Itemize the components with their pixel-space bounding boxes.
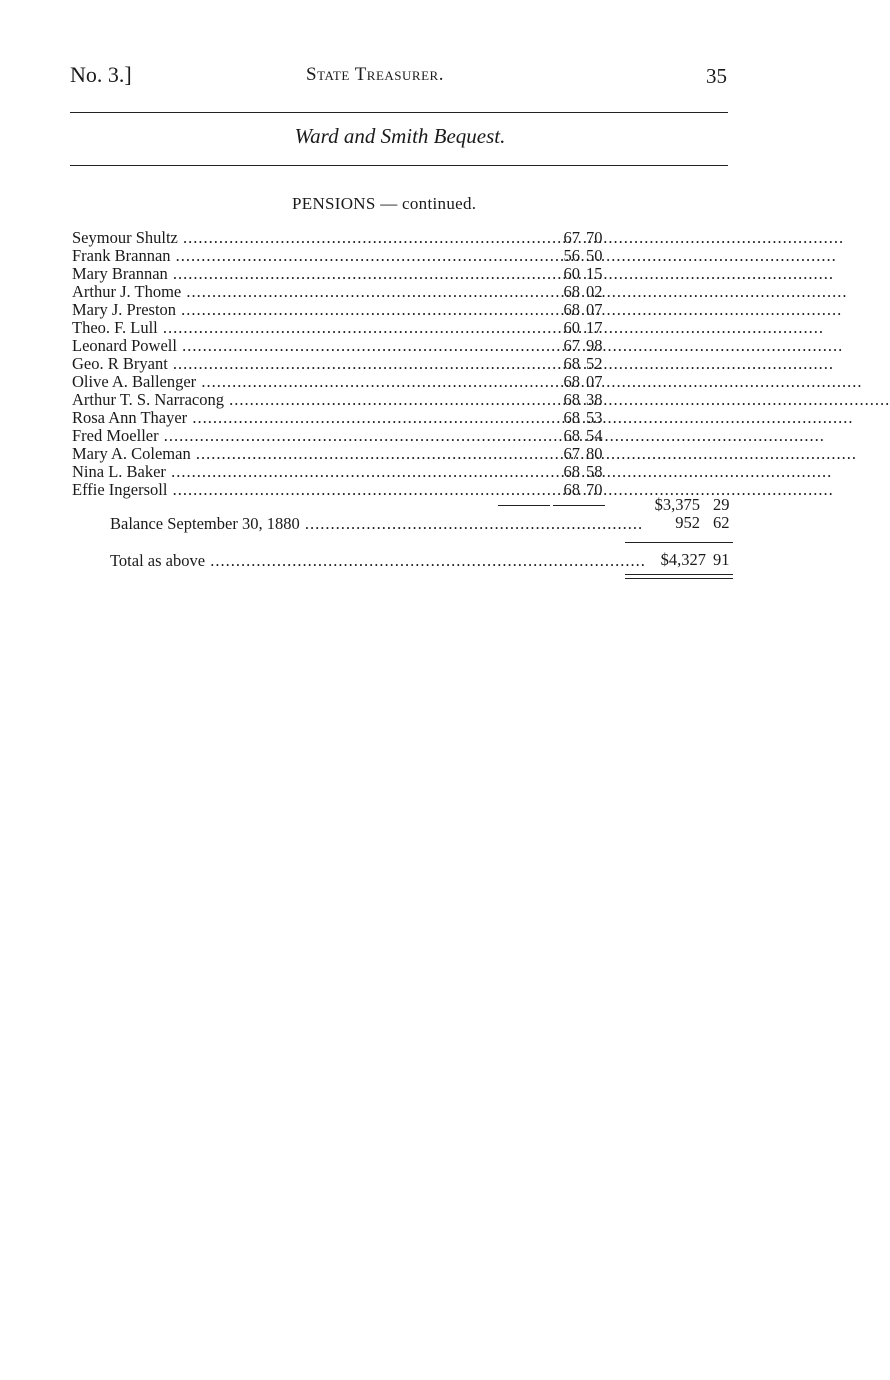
subtotal-dollars: $3,375 <box>654 495 700 514</box>
total-double-rule <box>625 574 733 579</box>
pensioner-name: Mary Brannan ..... <box>72 265 480 283</box>
pensioner-name: Mary J. Preston ..... <box>72 301 480 319</box>
amount-dollars: 68 <box>563 462 580 481</box>
section-heading: PENSIONS — continued. <box>292 194 477 213</box>
amount-cents: 02 <box>586 282 603 301</box>
header-title: State Treasurer. <box>306 64 444 85</box>
page-number: 35 <box>706 64 727 88</box>
column-rule-dollars <box>498 505 550 506</box>
pensioner-name: Leonard Powell ..... <box>72 337 480 355</box>
amount-dollars: 67 <box>563 228 580 247</box>
pensioner-name: Geo. R Bryant ..... <box>72 355 480 373</box>
amount-dollars: 68 <box>563 408 580 427</box>
pensioner-name: Seymour Shultz ..... <box>72 229 480 247</box>
amount-dollars: 67 <box>563 336 580 355</box>
amount-cents: 52 <box>586 354 603 373</box>
amount-cents: 07 <box>586 300 603 319</box>
pensioner-name: Theo. F. Lull ..... <box>72 319 480 337</box>
amount-cents: 54 <box>586 426 603 445</box>
amount-dollars: 68 <box>563 390 580 409</box>
total-rule <box>625 542 733 543</box>
pensioner-name: Nina L. Baker ..... <box>72 463 480 481</box>
column-rule-cents <box>553 505 605 506</box>
amount-cents: 58 <box>586 462 603 481</box>
balance-cents: 62 <box>713 513 730 532</box>
amount-dollars: 68 <box>563 354 580 373</box>
amount-dollars: 67 <box>563 444 580 463</box>
amount-cents: 80 <box>586 444 603 463</box>
total-label: Total as above ..................................................................................... <box>110 551 646 570</box>
pensioner-name: Fred Moeller ..... <box>72 427 480 445</box>
amount-cents: 07 <box>586 372 603 391</box>
total-dollars: $4,327 <box>660 550 706 569</box>
amount-cents: 70 <box>586 228 603 247</box>
subtotal-cents: 29 <box>713 495 730 514</box>
pensioner-name: Rosa Ann Thayer ..... <box>72 409 480 427</box>
balance-dollars: 952 <box>675 513 700 532</box>
amount-cents: 70 <box>586 480 603 499</box>
top-rule <box>70 112 728 113</box>
amount-dollars: 60 <box>563 318 580 337</box>
amount-dollars: 68 <box>563 300 580 319</box>
amount-cents: 17 <box>586 318 603 337</box>
amount-cents: 98 <box>586 336 603 355</box>
amount-cents: 38 <box>586 390 603 409</box>
amount-dollars: 56 <box>563 246 580 265</box>
pensioner-name: Mary A. Coleman ..... <box>72 445 480 463</box>
amount-cents: 15 <box>586 264 603 283</box>
pensioner-name: Arthur T. S. Narracong ..... <box>72 391 480 409</box>
total-cents: 91 <box>713 550 730 569</box>
amount-dollars: 68 <box>563 480 580 499</box>
pensioner-name: Olive A. Ballenger ..... <box>72 373 480 391</box>
pensioner-name: Frank Brannan ..... <box>72 247 480 265</box>
subtitle: Ward and Smith Bequest. <box>294 124 506 148</box>
header-number: No. 3.] <box>70 62 132 87</box>
pensioner-name: Effie Ingersoll ..... <box>72 481 480 499</box>
amount-dollars: 68 <box>563 282 580 301</box>
balance-label: Balance September 30, 1880 .................................................................. <box>110 514 644 533</box>
amount-dollars: 68 <box>563 372 580 391</box>
bottom-rule <box>70 165 728 166</box>
amount-dollars: 60 <box>563 264 580 283</box>
amount-dollars: 68 <box>563 426 580 445</box>
pensioner-name: Arthur J. Thome ..... <box>72 283 480 301</box>
amount-cents: 53 <box>586 408 603 427</box>
amount-cents: 50 <box>586 246 603 265</box>
